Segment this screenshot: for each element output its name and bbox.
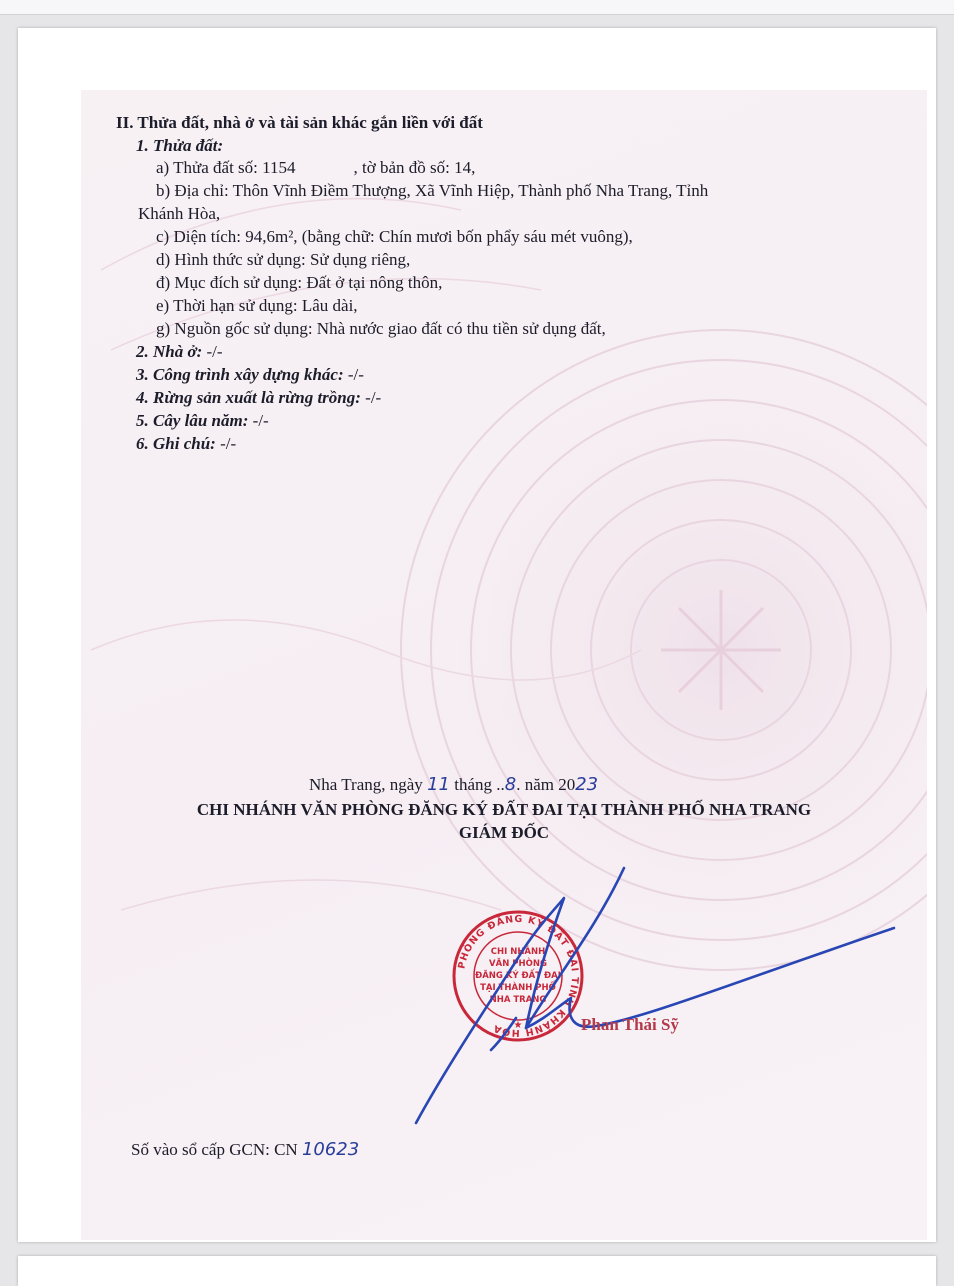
- top-toolbar-strip: [0, 0, 954, 15]
- next-page-edge: [18, 1256, 936, 1286]
- seal-star-icon: ★: [513, 1020, 523, 1031]
- seal-line-3: ĐĂNG KÝ ĐẤT ĐAI: [475, 971, 561, 981]
- signer-name: Phan Thái Sỹ: [581, 1015, 679, 1034]
- item-other-construction: 3. Công trình xây dựng khác: -/-: [136, 365, 364, 384]
- item-perennial-trees: 5. Cây lâu năm: -/-: [136, 411, 269, 430]
- handwritten-day: 11: [427, 774, 450, 795]
- handwritten-certificate-number: 10623: [301, 1139, 360, 1160]
- land-parcel-title: 1. Thửa đất:: [136, 136, 224, 155]
- certificate-paper: [81, 90, 927, 1240]
- seal-line-2: VĂN PHÒNG: [489, 959, 547, 969]
- certificate-prefix: Số vào sổ cấp GCN: CN: [131, 1140, 302, 1159]
- section-heading: II. Thửa đất, nhà ở và tài sản khác gắn liền với đất: [116, 113, 483, 132]
- document-body: [81, 90, 927, 1240]
- position-title: GIÁM ĐỐC: [458, 823, 550, 842]
- seal-line-5: NHA TRANG: [489, 995, 547, 1005]
- handwritten-month: 8: [504, 774, 517, 795]
- item-house: 2. Nhà ở: -/-: [136, 342, 223, 361]
- usage-origin-line: g) Nguồn gốc sử dụng: Nhà nước giao đất có thu tiền sử dụng đất,: [156, 319, 606, 338]
- usage-form-line: d) Hình thức sử dụng: Sử dụng riêng,: [156, 250, 411, 269]
- map-sheet-number: , tờ bản đồ số: 14,: [353, 158, 476, 177]
- address-line-cont: Khánh Hòa,: [138, 204, 221, 223]
- parcel-number: a) Thửa đất số: 1154: [156, 158, 296, 177]
- parcel-number-line: [156, 158, 475, 178]
- office-name: CHI NHÁNH VĂN PHÒNG ĐĂNG KÝ ĐẤT ĐAI TẠI THÀNH PHỐ NHA TRANG: [196, 800, 812, 819]
- usage-purpose-line: đ) Mục đích sử dụng: Đất ở tại nông thôn,: [156, 273, 443, 292]
- item-planted-forest: 4. Rừng sản xuất là rừng trồng: -/-: [136, 388, 382, 407]
- area-line: c) Diện tích: 94,6m², (bằng chữ: Chín mươi bốn phẩy sáu mét vuông),: [156, 227, 633, 246]
- seal-line-4: TẠI THÀNH PHỐ: [480, 983, 556, 993]
- item-notes: 6. Ghi chú: -/-: [136, 434, 237, 453]
- certificate-number-line: [131, 1140, 359, 1160]
- handwritten-year: 23: [575, 774, 599, 795]
- handwritten-signature: [406, 858, 906, 1138]
- address-line: b) Địa chỉ: Thôn Vĩnh Điềm Thượng, Xã Vĩnh Hiệp, Thành phố Nha Trang, Tỉnh: [156, 181, 709, 200]
- date-line: Nha Trang, ngày 11 tháng ..8. năm 2023: [309, 774, 599, 795]
- document-page: [18, 28, 936, 1242]
- seal-line-1: CHI NHÁNH: [490, 947, 546, 957]
- seal-ring-text: PHÒNG ĐĂNG KÝ ĐẤT ĐAI TỈNH KHÁNH HÒA: [456, 913, 581, 1039]
- usage-term-line: e) Thời hạn sử dụng: Lâu dài,: [156, 296, 358, 315]
